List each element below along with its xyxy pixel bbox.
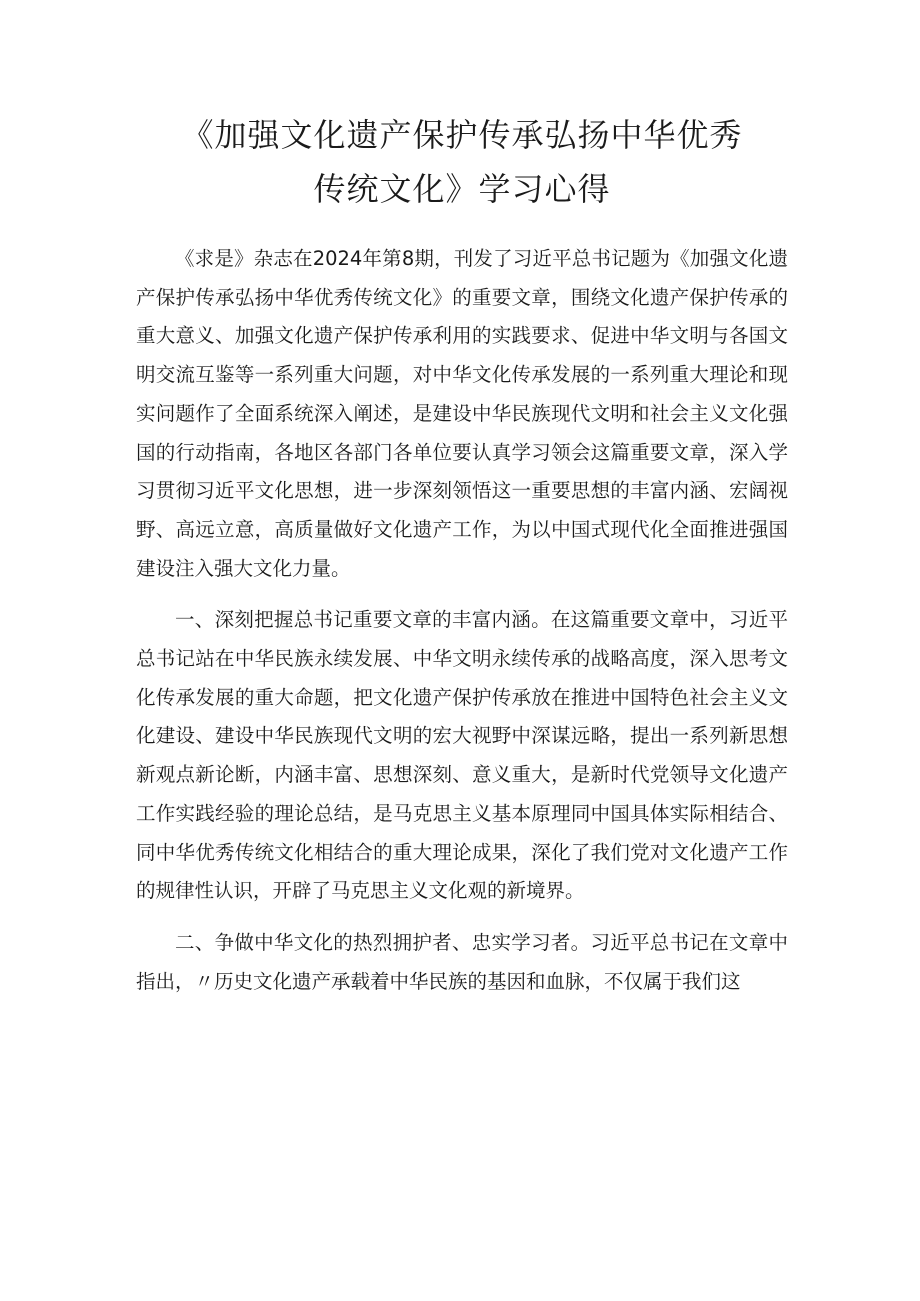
document-title xyxy=(136,108,788,216)
paragraph-section-2: 二、争做中华文化的热烈拥护者、忠实学习者。习近平总书记在文章中指出，〃历史文化遗产承载着中华民族的基因和血脉，不仅属于我们这 xyxy=(136,930,788,993)
paragraph-section-1: 一、深刻把握总书记重要文章的丰富内涵。在这篇重要文章中，习近平总书记站在中华民族永续发展、中华文明永续传承的战略高度，深入思考文化传承发展的重大命题，把文化遗产保护传承放在推进中国特色社会主义文化建设、建设中华民族现代文明的宏大视野中深谋远略，提出一系列新思想新观点新论断，内涵丰富、思想深刻、意义重大，是新时代党领导文化遗产工作实践经验的理论总结，是马克思主义基本原理同中国具体实际相结合、同中华优秀传统文化相结合的重大理论成果，深化了我们党对文化遗产工作的规律性认识，开辟了马克思主义文化观的新境界。 xyxy=(136,608,788,903)
title-line-2: 传统文化》学习心得 xyxy=(313,170,611,208)
title-line-1: 《加强文化遗产保护传承弘扬中华优秀 xyxy=(181,116,743,154)
paragraph-intro: 《求是》杂志在2024年第8期，刊发了习近平总书记题为《加强文化遗产保护传承弘扬中华优秀传统文化》的重要文章，围绕文化遗产保护传承的重大意义、加强文化遗产保护传承利用的实践要求、促进中华文明与各国文明交流互鉴等一系列重大问题，对中华文化传承发展的一系列重大理论和现实问题作了全面系统深入阐述，是建设中华民族现代文明和社会主义文化强国的行动指南，各地区各部门各单位要认真学习领会这篇重要文章，深入学习贯彻习近平文化思想，进一步深刻领悟这一重要思想的丰富内涵、宏阔视野、高远立意，高质量做好文化遗产工作，为以中国式现代化全面推进强国建设注入强大文化力量。 xyxy=(136,247,788,580)
